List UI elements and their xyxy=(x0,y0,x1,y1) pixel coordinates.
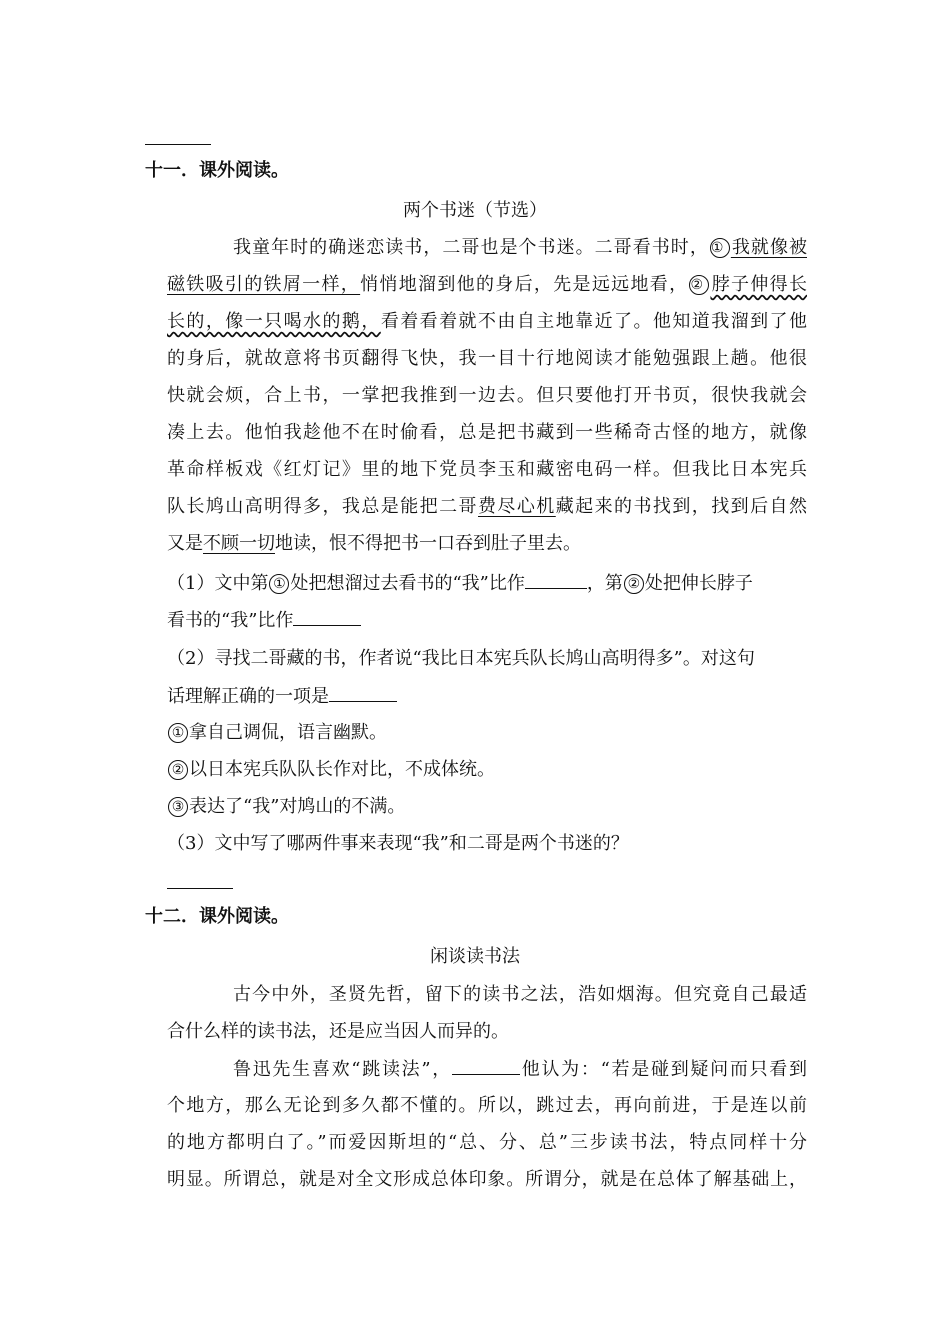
answer-blank[interactable] xyxy=(329,683,397,702)
text: 藏起来的书找到，找到后自然 xyxy=(555,496,807,517)
underlined-phrase: 我就像被 xyxy=(730,237,807,258)
question-1 xyxy=(167,570,753,597)
text: 地读，恨不得把书一口吞到肚子里去。 xyxy=(275,533,581,554)
text: 看着看着就不由自主地靠近了。他知道我溜到了他 xyxy=(380,311,807,332)
passage-line: 的地方都明白了。”而爱因斯坦的“总、分、总”三步读书法，特点同样十分 xyxy=(167,1132,807,1153)
text: 看书的“我”比作 xyxy=(167,610,294,631)
passage-line xyxy=(167,309,807,335)
circle-number-2: ② xyxy=(689,275,709,295)
text: 我童年时的确迷恋读书，二哥也是个书迷。二哥看书时， xyxy=(233,237,709,258)
passage-line xyxy=(167,531,581,557)
option-2[interactable] xyxy=(167,757,495,783)
passage-line: 的身后，就故意将书页翻得飞快，我一目十行地阅读才能勉强跟上趟。他很 xyxy=(167,348,807,369)
passage-line xyxy=(167,1056,807,1083)
circle-number-1: ① xyxy=(269,574,289,594)
text: 处把想溜过去看书的“我”比作 xyxy=(290,573,525,594)
text: ，第 xyxy=(586,573,623,594)
underlined-phrase: 磁铁吸引的铁屑一样， xyxy=(167,274,361,295)
answer-line xyxy=(145,144,211,145)
wavy-underlined-phrase: 长的，像一只喝水的鹅， xyxy=(167,311,381,332)
passage-line: 快就会烦，合上书，一掌把我推到一边去。但只要他打开书页，很快我就会 xyxy=(167,385,807,406)
text: （1）文中第 xyxy=(167,573,269,594)
section-heading: 十一．课外阅读。 xyxy=(145,160,289,181)
passage-title: 两个书迷（节选） xyxy=(403,200,547,221)
passage-line: 革命样板戏《红灯记》里的地下党员李玉和藏密电码一样。但我比日本宪兵 xyxy=(167,459,807,480)
passage-line xyxy=(167,235,807,261)
text: 他认为：“若是碰到疑问而只看到 xyxy=(520,1059,808,1080)
circle-number-2: ② xyxy=(624,574,644,594)
answer-blank[interactable] xyxy=(525,570,587,589)
text: 以日本宪兵队队长作对比，不成体统。 xyxy=(189,759,495,780)
circle-number-2: ② xyxy=(168,760,188,780)
section-heading: 十二．课外阅读。 xyxy=(145,906,289,927)
underlined-phrase: 不顾一切 xyxy=(203,533,275,554)
answer-blank[interactable] xyxy=(452,1056,520,1075)
question-2-cont xyxy=(167,683,397,710)
passage-line xyxy=(167,272,807,298)
passage-line: 个地方，那么无论到多久都不懂的。所以，跳过去，再向前进，于是连以前 xyxy=(167,1095,807,1116)
text: 悄悄地溜到他的身后，先是远远地看， xyxy=(360,274,689,295)
text: 表达了“我”对鸠山的不满。 xyxy=(189,796,406,817)
text: 又是 xyxy=(167,533,203,554)
text: 话理解正确的一项是 xyxy=(167,686,329,707)
passage-line: 凑上去。他怕我趁他不在时偷看，总是把书藏到一些稀奇古怪的地方，就像 xyxy=(167,422,807,443)
underlined-phrase: 费尽心机 xyxy=(478,496,556,517)
answer-blank[interactable] xyxy=(293,607,361,626)
passage-line: 合什么样的读书法，还是应当因人而异的。 xyxy=(167,1021,509,1042)
circle-number-1: ① xyxy=(710,238,730,258)
text: 拿自己调侃，语言幽默。 xyxy=(189,722,387,743)
option-1[interactable] xyxy=(167,720,387,746)
text: 处把伸长脖子 xyxy=(644,573,753,594)
wavy-underlined-phrase: 脖子伸得长 xyxy=(710,274,807,295)
circle-number-1: ① xyxy=(168,723,188,743)
text: 队长鸠山高明得多，我总是能把二哥 xyxy=(167,496,478,517)
question-1-cont xyxy=(167,607,361,634)
circle-number-3: ③ xyxy=(168,797,188,817)
passage-line: 古今中外，圣贤先哲，留下的读书之法，浩如烟海。但究竟自己最适 xyxy=(233,984,807,1005)
passage-title: 闲谈读书法 xyxy=(430,946,520,967)
question-2: （2）寻找二哥藏的书，作者说“我比日本宪兵队长鸠山高明得多”。对这句 xyxy=(167,648,755,669)
answer-line[interactable] xyxy=(167,888,233,889)
question-3: （3）文中写了哪两件事来表现“我”和二哥是两个书迷的？ xyxy=(167,833,629,854)
passage-line: 明显。所谓总，就是对全文形成总体印象。所谓分，就是在总体了解基础上， xyxy=(167,1169,807,1190)
passage-line xyxy=(167,494,807,520)
text: 鲁迅先生喜欢“跳读法”， xyxy=(233,1059,453,1080)
option-3[interactable] xyxy=(167,794,405,820)
